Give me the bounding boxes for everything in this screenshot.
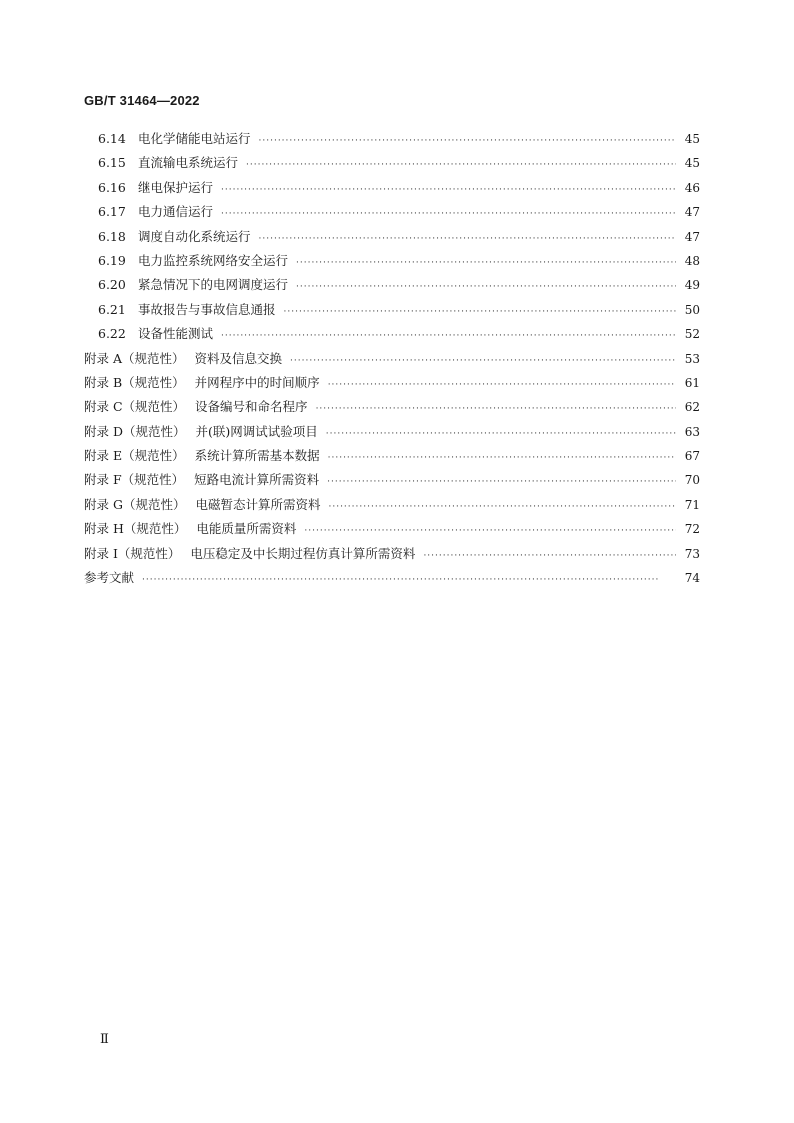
toc-leader-dots	[142, 568, 676, 592]
toc-leader-dots	[326, 422, 676, 446]
toc-entry-label: 直流输电系统运行	[138, 155, 239, 171]
toc-entry-label: 电力通信运行	[138, 204, 214, 220]
toc-leader-dots	[259, 129, 676, 153]
toc-leader-dots	[304, 519, 676, 543]
toc-entry-page: 53	[684, 351, 700, 366]
appendix-prefix: 附录 H（规范性）	[84, 521, 187, 537]
toc-entry-number: 6.17	[98, 204, 126, 220]
toc-entry-label: 继电保护运行	[138, 179, 214, 195]
appendix-title: 电能质量所需资料	[196, 521, 297, 537]
toc-leader-dots	[423, 544, 676, 568]
toc-entry-number: 6.18	[98, 228, 126, 244]
toc-entry-number: 6.19	[98, 252, 126, 268]
toc-entry-label: 设备性能测试	[138, 326, 214, 342]
toc-entry-label: 事故报告与事故信息通报	[138, 301, 276, 317]
toc-entry-page: 52	[684, 327, 700, 342]
toc-leader-dots	[316, 397, 676, 421]
toc-entry-page: 47	[684, 229, 700, 244]
toc-entry[interactable]	[84, 176, 700, 200]
toc-leader-dots	[328, 495, 676, 519]
document-header: GB/T 31464—2022	[84, 93, 200, 108]
toc-entry-page: 71	[684, 497, 700, 512]
toc-leader-dots	[259, 227, 676, 251]
toc-entry[interactable]	[84, 249, 700, 273]
toc-leader-dots	[290, 349, 676, 373]
toc-entry-number: 6.20	[98, 277, 126, 293]
appendix-title: 资料及信息交换	[194, 350, 283, 366]
toc-entry-label: 调度自动化系统运行	[138, 228, 251, 244]
appendix-prefix: 附录 D（规范性）	[84, 423, 186, 439]
toc-entry-number: 6.21	[98, 301, 126, 317]
appendix-title: 短路电流计算所需资料	[194, 472, 320, 488]
toc-entry-number: 6.16	[98, 179, 126, 195]
toc-leader-dots	[221, 178, 676, 202]
toc-entry-page: 45	[684, 132, 700, 146]
appendix-title: 电压稳定及中长期过程仿真计算所需资料	[190, 545, 416, 561]
toc-leader-dots	[327, 470, 676, 494]
references-label: 参考文献	[84, 570, 135, 586]
toc-references-entry[interactable]	[84, 566, 700, 590]
appendix-prefix: 附录 B（规范性）	[84, 374, 185, 390]
toc-entry-page: 63	[684, 424, 700, 439]
toc-entry[interactable]	[84, 298, 700, 322]
toc-entry[interactable]	[84, 273, 700, 297]
toc-entry-page: 61	[684, 375, 700, 390]
toc-entry-page: 62	[684, 400, 700, 415]
toc-entry-page: 73	[684, 546, 700, 561]
toc-appendix-entry[interactable]	[84, 420, 700, 444]
toc-appendix-entry[interactable]	[84, 468, 700, 492]
appendix-prefix: 附录 E（规范性）	[84, 448, 185, 464]
appendix-title: 电磁暂态计算所需资料	[195, 496, 321, 512]
table-of-contents	[84, 127, 700, 590]
toc-leader-dots	[296, 251, 676, 275]
toc-entry[interactable]	[84, 322, 700, 346]
toc-leader-dots	[328, 373, 676, 397]
toc-leader-dots	[221, 202, 676, 226]
toc-entry[interactable]	[84, 151, 700, 175]
toc-entry[interactable]	[84, 200, 700, 224]
toc-entry-label: 电力监控系统网络安全运行	[138, 252, 289, 268]
appendix-title: 并网程序中的时间顺序	[194, 374, 320, 390]
toc-entry-page: 50	[684, 302, 700, 317]
toc-leader-dots	[284, 300, 676, 324]
toc-appendix-entry[interactable]	[84, 517, 700, 541]
toc-appendix-entry[interactable]	[84, 347, 700, 371]
toc-appendix-entry[interactable]	[84, 444, 700, 468]
toc-entry-number: 6.14	[98, 131, 126, 146]
toc-leader-dots	[296, 275, 676, 299]
toc-entry-page: 46	[684, 180, 700, 195]
toc-leader-dots	[328, 446, 676, 470]
toc-appendix-entry[interactable]	[84, 542, 700, 566]
appendix-prefix: 附录 F（规范性）	[84, 472, 185, 488]
toc-entry-number: 6.15	[98, 155, 126, 171]
toc-appendix-entry[interactable]	[84, 493, 700, 517]
toc-entry-page: 72	[684, 522, 700, 537]
appendix-prefix: 附录 C（规范性）	[84, 399, 186, 415]
appendix-title: 并(联)网调试试验项目	[195, 423, 318, 439]
toc-entry-label: 电化学储能电站运行	[138, 131, 251, 146]
toc-entry[interactable]	[84, 225, 700, 249]
appendix-title: 系统计算所需基本数据	[194, 448, 320, 464]
page-number: Ⅱ	[100, 1032, 109, 1047]
toc-appendix-entry[interactable]	[84, 371, 700, 395]
toc-entry-page: 74	[684, 571, 700, 586]
toc-entry-page: 45	[684, 156, 700, 171]
toc-leader-dots	[246, 153, 676, 177]
toc-entry-page: 48	[684, 253, 700, 268]
toc-appendix-entry[interactable]	[84, 395, 700, 419]
toc-entry-page: 49	[684, 278, 700, 293]
appendix-prefix: 附录 I（规范性）	[84, 545, 181, 561]
appendix-prefix: 附录 A（规范性）	[84, 350, 185, 366]
toc-entry-label: 紧急情况下的电网调度运行	[138, 277, 289, 293]
toc-entry-number: 6.22	[98, 326, 126, 342]
toc-entry[interactable]	[84, 127, 700, 151]
toc-entry-page: 67	[684, 449, 700, 464]
appendix-prefix: 附录 G（规范性）	[84, 496, 186, 512]
toc-leader-dots	[221, 324, 676, 348]
toc-entry-page: 70	[684, 473, 700, 488]
appendix-title: 设备编号和命名程序	[195, 399, 308, 415]
toc-entry-page: 47	[684, 205, 700, 220]
